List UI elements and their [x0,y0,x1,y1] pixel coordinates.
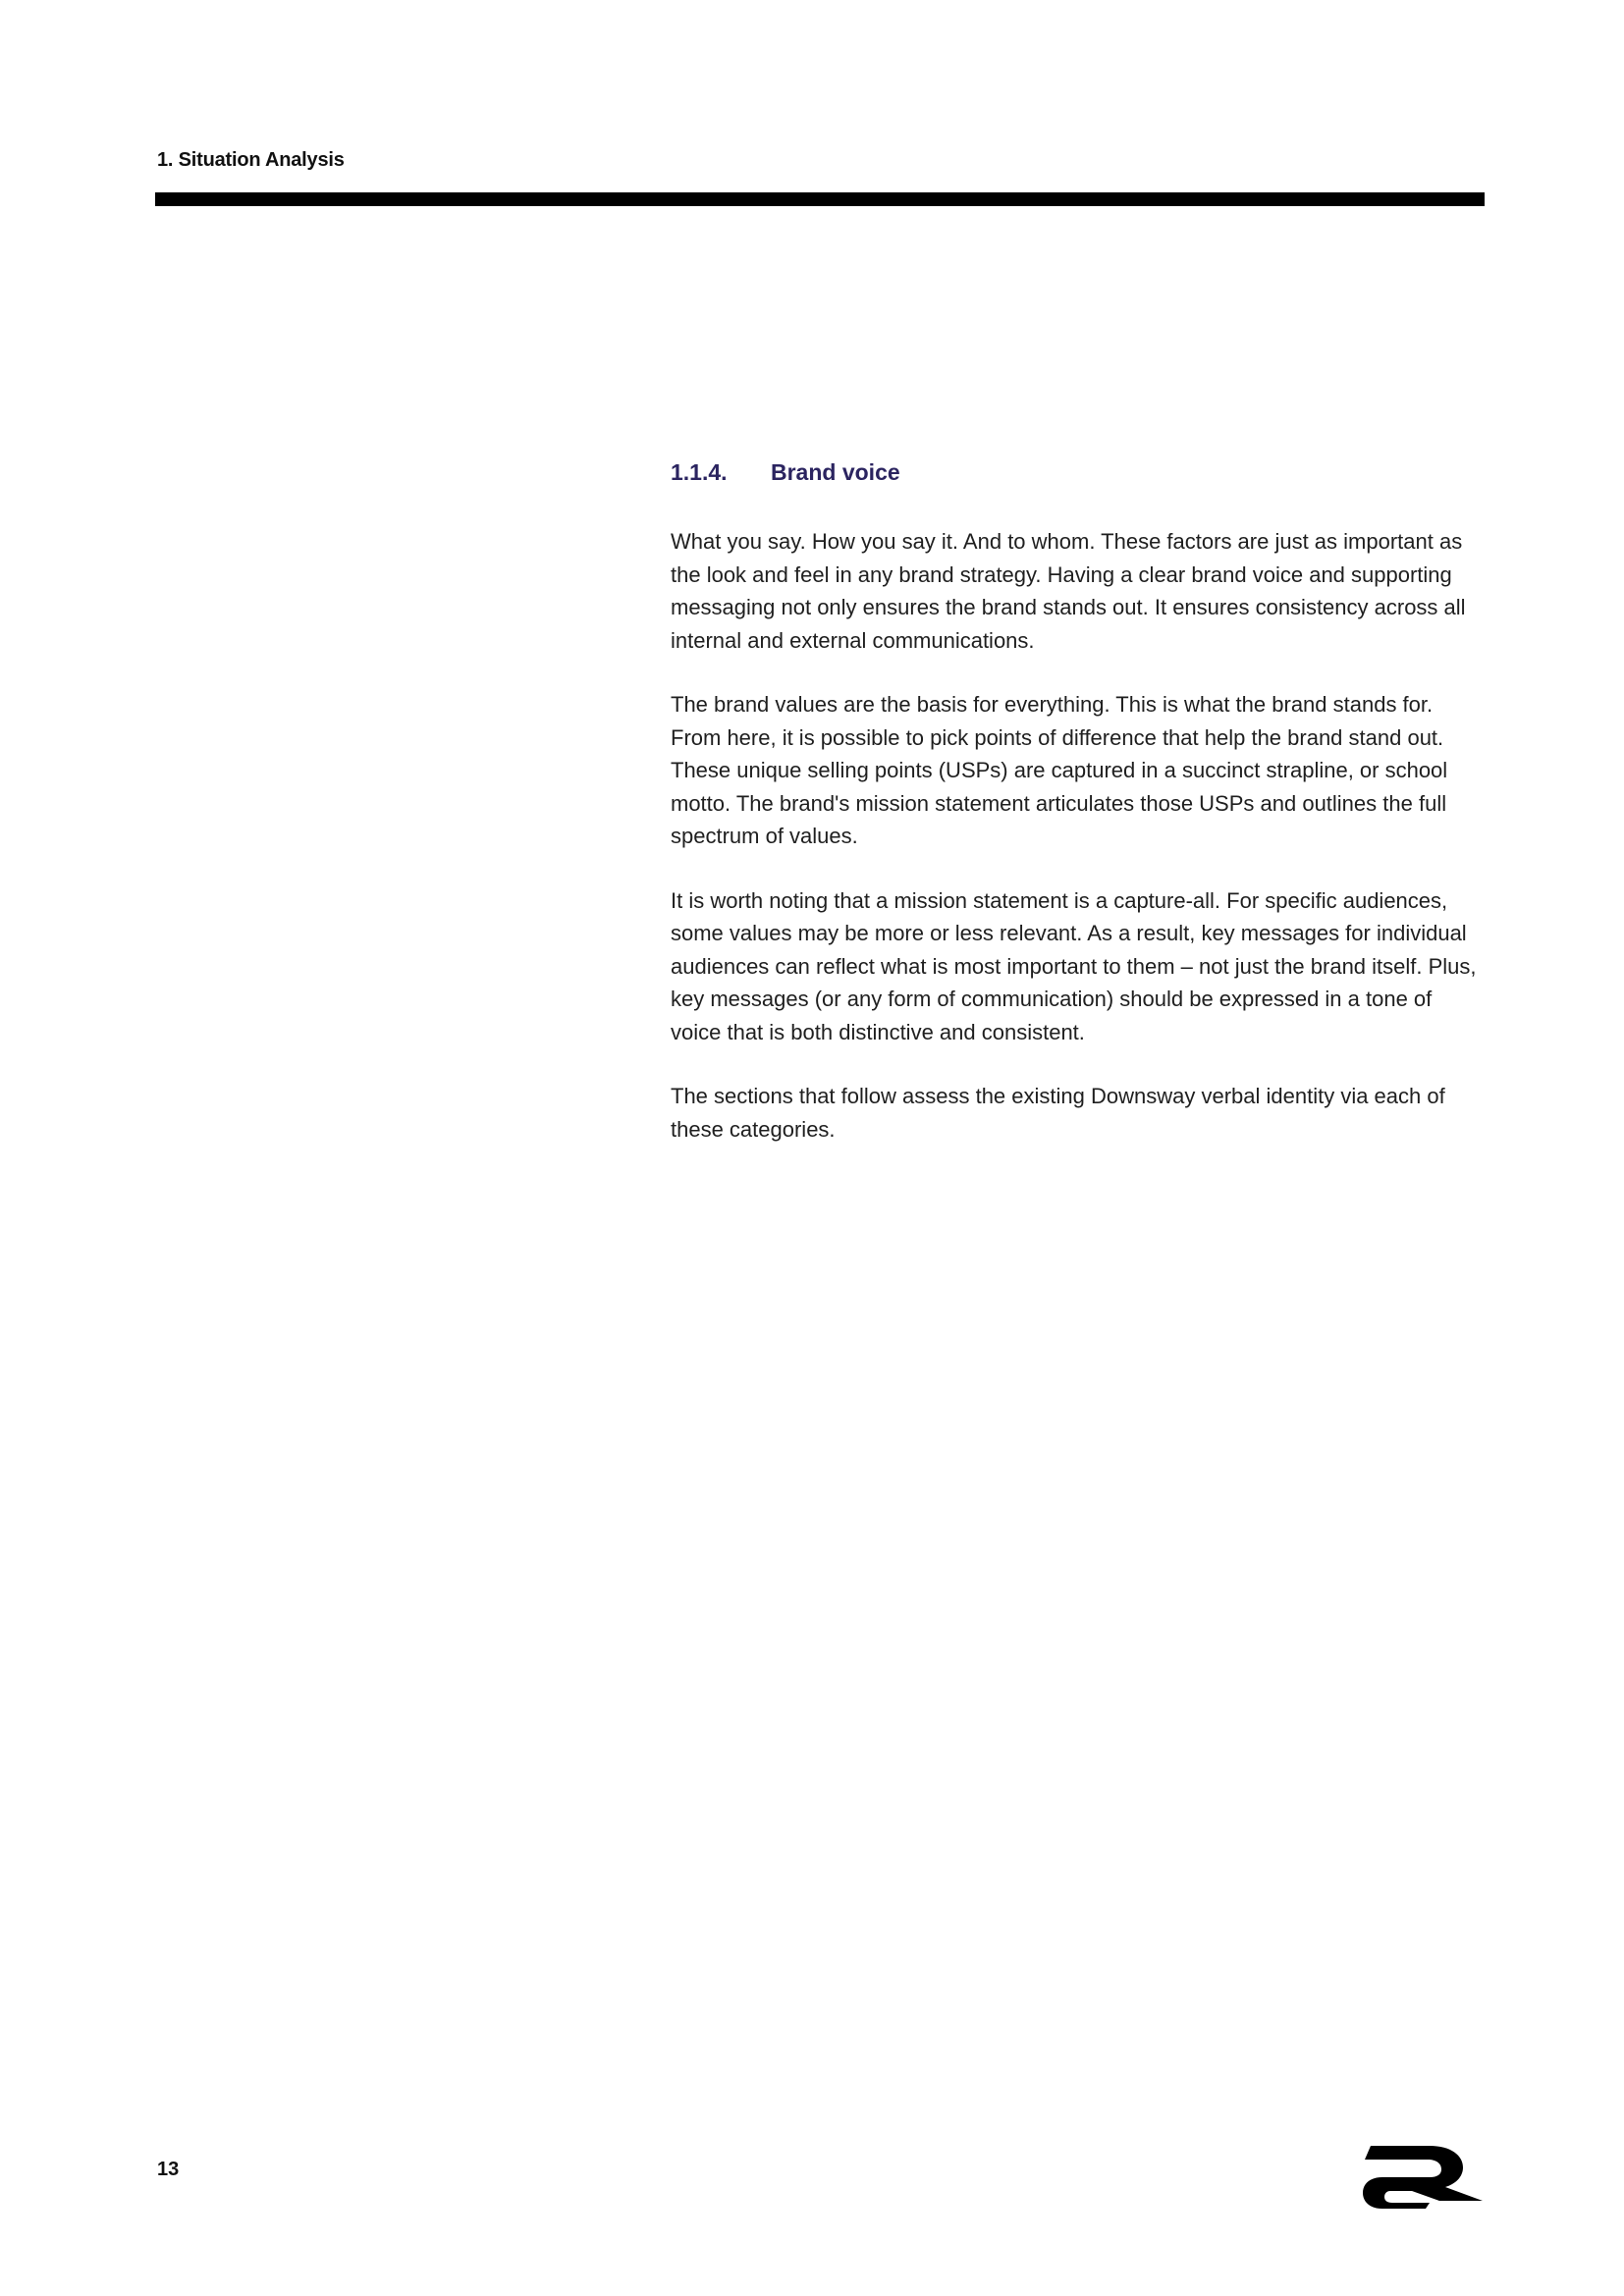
header-rule [155,192,1485,206]
section-title: Brand voice [771,459,900,485]
body-paragraph-2: The brand values are the basis for everything. This is what the brand stands for. From here, it is possible to pick points of difference that help the brand stand out. These unique selling points (USPs) are captured in a succinct strapline, or school motto. The brand's mission statement articulates those USPs and outlines the full spectrum of values. [671,692,1448,848]
page-number: 13 [157,2159,180,2180]
body-paragraph-1: What you say. How you say it. And to whom. These factors are just as important as the look and feel in any brand strategy. Having a clear brand voice and supporting messaging not only ensures the brand stands out. It ensures consistency across all internal and external communications. [671,529,1466,653]
main-content [671,459,1486,1177]
brand-logo-icon [1361,2142,1485,2211]
section-heading [671,459,1486,486]
body-paragraph-4: The sections that follow assess the existing Downsway verbal identity via each of these categories. [671,1084,1445,1142]
section-number: 1.1.4. [671,459,728,485]
body-paragraph-3: It is worth noting that a mission statement is a capture-all. For specific audiences, some values may be more or less relevant. As a result, key messages for individual audiences can reflect what is most important to them – not just the brand itself. Plus, key messages (or any form of communication) should be expressed in a tone of voice that is both distinctive and consistent. [671,887,1477,1044]
running-header: 1. Situation Analysis [157,149,345,171]
